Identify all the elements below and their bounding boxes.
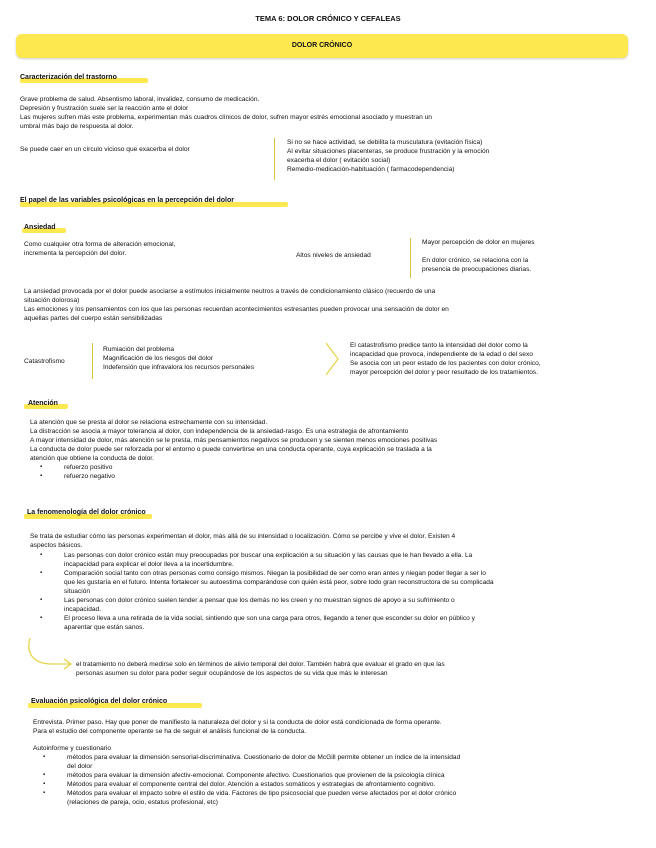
text-line: exacerba el dolor ( evitación social) xyxy=(287,157,391,164)
catastrofismo-right xyxy=(350,341,646,377)
text-line: En dolor crónico, se relaciona con la xyxy=(422,257,529,264)
caracterizacion-text xyxy=(20,95,640,131)
text-line: situación xyxy=(64,588,91,595)
list-item xyxy=(33,789,643,807)
list-item xyxy=(30,596,642,614)
atencion-text xyxy=(30,418,642,481)
text-line: Se trata de estudiar cómo las personas experimentan el dolor, más allá de su intensidad o localización. Cómo se percibe y vive el dolor. Existen 4 xyxy=(30,533,456,540)
ansiedad-middle: Altos niveles de ansiedad xyxy=(296,252,371,259)
text-line: Se asocia con un peor estado de los pacientes con dolor crónico, xyxy=(350,360,541,367)
chevron-right-icon xyxy=(324,342,340,376)
text-line: El catastrofismo predice tanto la intensidad del dolor como la xyxy=(350,342,528,349)
text-line: La atención que se presta al dolor se relaciona estrechamente con su intensidad. xyxy=(30,419,268,426)
fenomenologia-text xyxy=(30,532,642,632)
text-line: La conducta de dolor puede ser reforzada por el entorno o puede convertirse en una conducta operante, cuya explicación se traslada a la xyxy=(30,446,432,453)
fenomenologia-bullets xyxy=(30,551,642,632)
text-line: el tratamiento no deberá medirse solo en términos de alivio temporal del dolor. También habrá que evaluar el grado en que las xyxy=(76,661,445,668)
heading-atencion: Atención xyxy=(28,400,58,407)
text-line: mayor percepción del dolor y peor resultado de los tratamientos. xyxy=(350,369,539,376)
text-line: aquellas partes del cuerpo están sensibilizadas xyxy=(24,315,163,322)
text-line: ▪ métodos para evaluar la dimensión sensorial-discriminativa. Cuestionario de dolor de McGill permite obtener un índice de la intensidad xyxy=(67,754,461,761)
text-line: Remedio-medicación-habituación ( farmacodependencia) xyxy=(287,166,455,173)
text-line: aparentar que están sanos. xyxy=(64,624,145,631)
text-line: Las emociones y los pensamientos con los que las personas recuerdan acontecimientos estresantes pueden provocar una sensación de dolor en xyxy=(24,306,449,313)
list-item: ▪ refuerzo negativo xyxy=(30,472,642,481)
ansiedad-left xyxy=(24,240,264,258)
evaluacion-text xyxy=(33,718,643,807)
text-line: presencia de preocupaciones diarias. xyxy=(422,266,532,273)
list-item: ▪ refuerzo positivo xyxy=(30,463,642,472)
list-item xyxy=(30,551,642,569)
fenomenologia-note xyxy=(76,660,636,678)
section-banner xyxy=(16,34,628,58)
list-item xyxy=(33,753,643,771)
catastrofismo-label: Catastrofismo xyxy=(24,358,65,365)
text-line: ▪ Las personas con dolor crónico suelen tender a pensar que los demás no les creen y no muestran signos de apoyo a su sufrimiento o xyxy=(64,597,455,604)
text-line: ▪ Comparación social tanto con otras personas como consigo mismos. Niegan la posibilidad de ser como eran antes y niegan poder llegar a ser lo xyxy=(64,570,486,577)
text-line: incrementa la percepción del dolor. xyxy=(24,250,127,257)
list-item xyxy=(33,771,643,780)
divider-bar xyxy=(92,343,93,379)
divider-bar xyxy=(410,238,411,278)
text-line: atención que obtiene la conducta de dolor. xyxy=(30,455,154,462)
text-line: La ansiedad provocada por el dolor puede asociarse a estímulos inicialmente neutros a través de condicionamiento clásico (recuerdo de una xyxy=(24,288,436,295)
text-line: ▪ métodos para evaluar la dimensión afectiv-emocional. Componente afectivo. Cuestionarios que provienen de la psicología clínica xyxy=(67,772,445,779)
text-line: Al evitar situaciones placenteras, se produce frustración y la emoción xyxy=(287,148,490,155)
heading-evaluacion: Evaluación psicológica del dolor crónico xyxy=(31,698,168,705)
text-line: Como cualquier otra forma de alteración emocional, xyxy=(24,241,176,248)
heading-caracterizacion: Caracterización del trastorno xyxy=(20,74,117,81)
text-line: Magnificación de los riesgos del dolor xyxy=(103,355,213,362)
evaluacion-bullets xyxy=(33,753,643,807)
text-line: que les gustaría en el futuro. Intenta fortalecer su autoestima comparándose con quién está peor, sobre todo gran reconstructora de su complicada xyxy=(64,579,494,586)
page-title: TEMA 6: DOLOR CRÓNICO Y CEFALEAS xyxy=(255,14,401,23)
text-line: ▪ Métodos para evaluar el impacto sobre el estilo de vida. Factores de tipo psicosocial que pueden verse afectados por el dolor crónico xyxy=(67,790,457,797)
text-line: incapacidad para explicar el dolor lleva a la incertidumbre. xyxy=(64,561,234,568)
heading-papel: El papel de las variables psicológicas en la percepción del dolor xyxy=(20,197,234,204)
text-line: del dolor xyxy=(67,763,93,770)
text-line: A mayor intensidad de dolor, más atención se le presta, más pensamientos negativos se producen y se sienten menos emociones positivas xyxy=(30,437,438,444)
text-line: Grave problema de salud. Absentismo laboral, invalidez, consumo de medicación. xyxy=(20,96,260,103)
text-line: situación dolorosa) xyxy=(24,297,80,304)
text-line: ▪ El proceso lleva a una retirada de la vida social, sintiendo que son una carga para otros, llegando a tener que esconder su dolor en público y xyxy=(64,615,475,622)
text-line: incapacidad. xyxy=(64,606,102,613)
text-line: Depresión y frustración suele ser la reacción ante el dolor xyxy=(20,105,189,112)
curved-arrow-icon xyxy=(24,636,76,670)
list-item xyxy=(33,780,643,789)
ansiedad-para xyxy=(24,287,644,323)
text-line: Mayor percepción de dolor en mujeres xyxy=(422,239,535,246)
divider-bar xyxy=(274,138,275,180)
text-line: (relaciones de pareja, ocio, estatus profesional, etc) xyxy=(67,799,219,806)
circulo-items xyxy=(287,138,637,174)
banner-title: DOLOR CRÓNICO xyxy=(291,42,353,49)
text-line: ▪ Las personas con dolor crónico están muy preocupadas por buscar una explicación a su situación y las causas que le han llevado a ella. La xyxy=(64,552,473,559)
text-line: Autoinforme y cuestionario xyxy=(33,745,112,752)
heading-ansiedad: Ansiedad xyxy=(24,224,56,231)
circulo-label: Se puede caer en un círculo vicioso que exacerba el dolor xyxy=(20,146,190,153)
catastrofismo-items xyxy=(103,345,333,372)
text-line: Las mujeres sufren más este problema, experimentan más cuadros clínicos de dolor, sufren mayor estrés emocional asociado y muestran un xyxy=(20,114,432,121)
atencion-bullets xyxy=(30,463,642,481)
list-item xyxy=(30,569,642,596)
text-line: La distracción se asocia a mayor tolerancia al dolor, con independencia de la ansiedad-rasgo. Es una estrategia de afrontamiento xyxy=(30,428,409,435)
text-line: Rumiación del problema xyxy=(103,346,175,353)
text-line: incapacidad que provoca, independiente de la edad o del sexo xyxy=(350,351,533,358)
list-item xyxy=(30,614,642,632)
text-line: ▪ Métodos para evaluar el componente central del dolor. Atención a estados somáticos y estrategias de afrontamiento cognitivo. xyxy=(67,781,436,788)
heading-fenomenologia: La fenomenología del dolor crónico xyxy=(27,509,146,516)
text-line: Entrevista. Primer paso. Hay que poner de manifiesto la naturaleza del dolor y si la conducta de dolor está condicionada de forma operante. xyxy=(33,719,442,726)
text-line: Para el estudio del componente operante se ha de seguir el análisis funcional de la conducta. xyxy=(33,728,307,735)
text-line: Indefensión que infravalora los recursos personales xyxy=(103,364,255,371)
text-line: umbral más bajo de respuesta al dolor. xyxy=(20,123,134,130)
text-line: aspectos básicos. xyxy=(30,542,83,549)
text-line: personas asumen su dolor para poder seguir ocupándose de los aspectos de su vida que más le interesan xyxy=(76,670,388,677)
text-line: Si no se hace actividad, se debilita la musculatura (evitación física) xyxy=(287,139,483,146)
ansiedad-right xyxy=(422,238,642,274)
